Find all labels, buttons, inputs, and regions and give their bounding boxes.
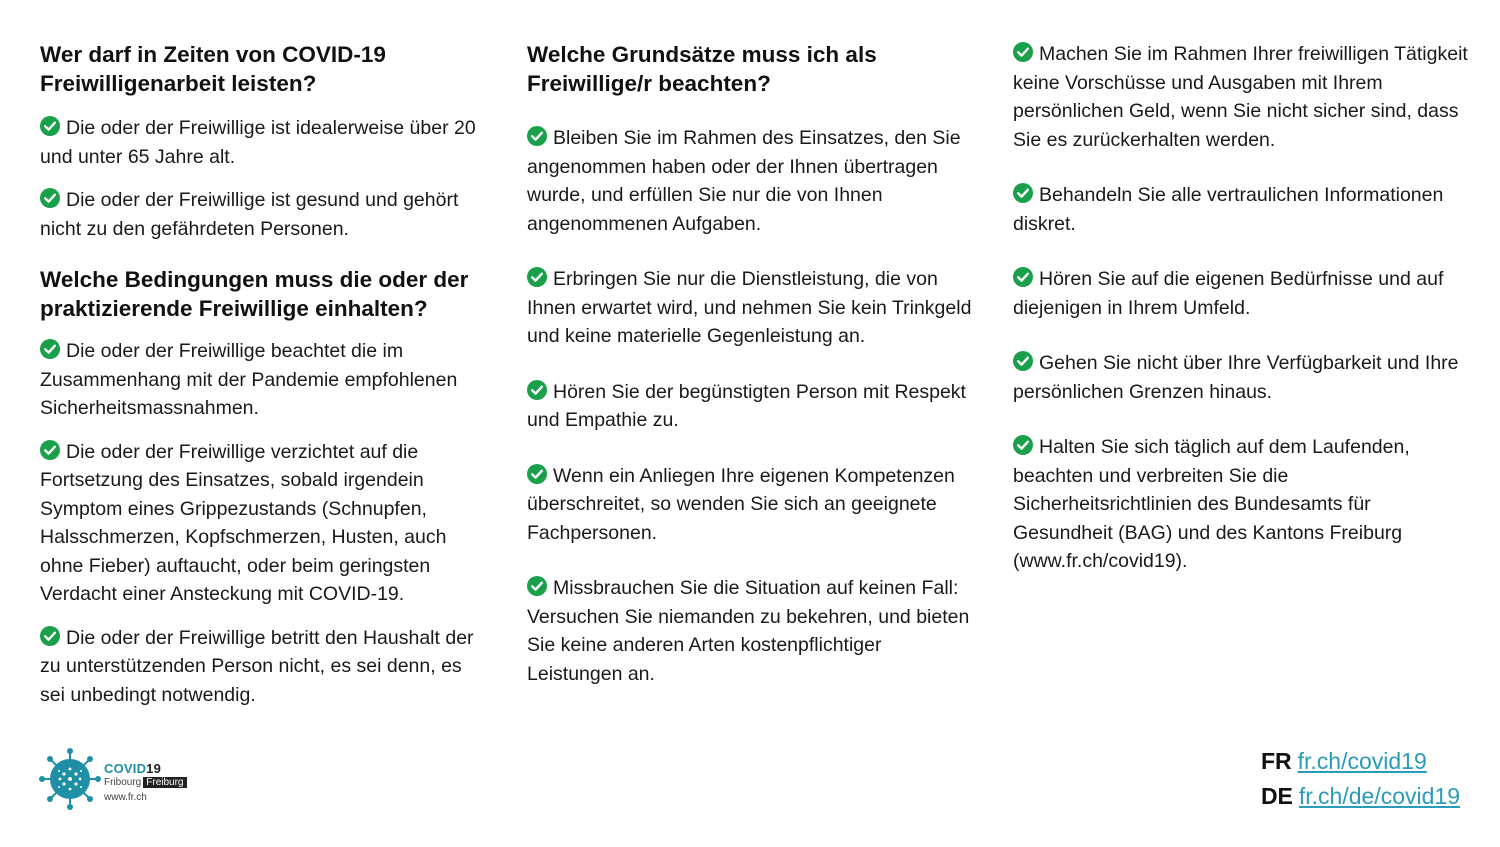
check-circle-icon [527, 464, 547, 484]
logo-covid-text: COVID [104, 761, 147, 776]
link-de[interactable]: fr.ch/de/covid19 [1298, 783, 1460, 809]
check-circle-icon [527, 380, 547, 400]
list-item [40, 114, 485, 171]
list-principles [527, 124, 977, 688]
list-item [1013, 40, 1468, 154]
check-circle-icon [1013, 42, 1033, 62]
link-fr[interactable]: fr.ch/covid19 [1297, 748, 1427, 774]
list-item [1013, 433, 1468, 576]
list-item-text: Bleiben Sie im Rahmen des Einsatzes, den Sie angenommen haben oder der Ihnen übertragen wurde, und erfüllen Sie nur die von Ihnen angenommenen Aufgaben. [527, 127, 961, 235]
check-circle-icon [1013, 267, 1033, 287]
list-item-text: Die oder der Freiwillige betritt den Haushalt der zu unterstützenden Person nicht, es sei denn, es sei unbedingt notwendig. [40, 626, 474, 706]
list-item-text: Hören Sie der begünstigten Person mit Respekt und Empathie zu. [527, 380, 966, 431]
list-item [40, 186, 485, 243]
list-item-text: Die oder der Freiwillige ist gesund und gehört nicht zu den gefährdeten Personen. [40, 189, 459, 240]
check-circle-icon [1013, 183, 1033, 203]
column-right [1013, 40, 1468, 603]
list-item [527, 124, 977, 238]
list-item [1013, 349, 1468, 406]
website-links [1261, 744, 1460, 814]
check-circle-icon [527, 576, 547, 596]
list-item-text: Hören Sie auf die eigenen Bedürfnisse und auf diejenigen in Ihrem Umfeld. [1013, 268, 1444, 319]
check-circle-icon [40, 339, 60, 359]
list-who [40, 114, 485, 243]
list-conditions [40, 337, 485, 709]
check-circle-icon [1013, 435, 1033, 455]
list-item [1013, 181, 1468, 238]
check-circle-icon [527, 126, 547, 146]
logo-fribourg: Fribourg [104, 777, 142, 788]
list-item-text: Die oder der Freiwillige ist idealerweise über 20 und unter 65 Jahre alt. [40, 117, 476, 168]
list-item [1013, 265, 1468, 322]
list-item-text: Wenn ein Anliegen Ihre eigenen Kompetenzen überschreitet, so wenden Sie sich an geeignete Fachpersonen. [527, 464, 955, 544]
list-item [40, 337, 485, 423]
logo-19-text: 19 [146, 761, 162, 776]
check-circle-icon [527, 267, 547, 287]
logo-subtitle [104, 777, 187, 788]
list-item-text: Gehen Sie nicht über Ihre Verfügbarkeit und Ihre persönlichen Grenzen hinaus. [1013, 352, 1459, 403]
check-circle-icon [1013, 351, 1033, 371]
list-item-text: Machen Sie im Rahmen Ihrer freiwilligen Tätigkeit keine Vorschüsse und Ausgaben mit Ihrem persönlichen Geld, wenn Sie nicht sicher sind, dass Sie es zurückerhalten werden. [1013, 43, 1468, 151]
lang-label-fr: FR [1260, 748, 1292, 774]
check-circle-icon [40, 440, 60, 460]
logo-url: www.fr.ch [104, 792, 147, 803]
coronavirus-logo-icon [38, 747, 102, 811]
list-item-text: Behandeln Sie alle vertraulichen Informationen diskret. [1013, 184, 1444, 235]
lang-label-de: DE [1260, 783, 1293, 809]
column-left [40, 40, 485, 724]
list-item [527, 462, 977, 548]
list-principles-continued [1013, 40, 1468, 576]
covid19-fribourg-logo [38, 747, 198, 811]
check-circle-icon [40, 188, 60, 208]
column-middle [527, 40, 977, 715]
list-item [40, 624, 485, 710]
check-circle-icon [40, 116, 60, 136]
link-row-de [1261, 779, 1460, 814]
list-item-text: Missbrauchen Sie die Situation auf keinen Fall: Versuchen Sie niemanden zu bekehren, und bieten Sie keine anderen Arten kostenpflichtiger Leistungen an. [527, 577, 970, 685]
section-heading-conditions: Welche Bedingungen muss die oder der praktizierende Freiwillige einhalten? [40, 267, 469, 321]
list-item [40, 438, 485, 609]
logo-wordmark [104, 761, 161, 776]
logo-freiburg: Freiburg [143, 777, 186, 788]
list-item [527, 265, 977, 351]
list-item [527, 378, 977, 435]
list-item-text: Die oder der Freiwillige beachtet die im Zusammenhang mit der Pandemie empfohlenen Sicherheitsmassnahmen. [40, 340, 458, 419]
link-row-fr [1261, 744, 1460, 779]
list-item-text: Halten Sie sich täglich auf dem Laufenden, beachten und verbreiten Sie die Sicherheitsrichtlinien des Bundesamts für Gesundheit (BAG) und des Kantons Freiburg (www.fr.ch/covid19). [1013, 436, 1410, 572]
section-heading-principles: Welche Grundsätze muss ich als Freiwillige/r beachten? [527, 42, 877, 96]
list-item [527, 574, 977, 688]
check-circle-icon [40, 626, 60, 646]
list-item-text: Erbringen Sie nur die Dienstleistung, die von Ihnen erwartet wird, und nehmen Sie kein Trinkgeld und keine materielle Gegenleistung an. [527, 268, 972, 347]
section-heading-who: Wer darf in Zeiten von COVID-19 Freiwilligenarbeit leisten? [40, 42, 386, 96]
list-item-text: Die oder der Freiwillige verzichtet auf die Fortsetzung des Einsatzes, sobald irgendein Symptom eines Grippezustands (Schnupfen, Halsschmerzen, Kopfschmerzen, Husten, auch ohne Fieber) auftaucht, oder beim geringsten Verdacht einer Ansteckung mit COVID-19. [40, 440, 447, 605]
